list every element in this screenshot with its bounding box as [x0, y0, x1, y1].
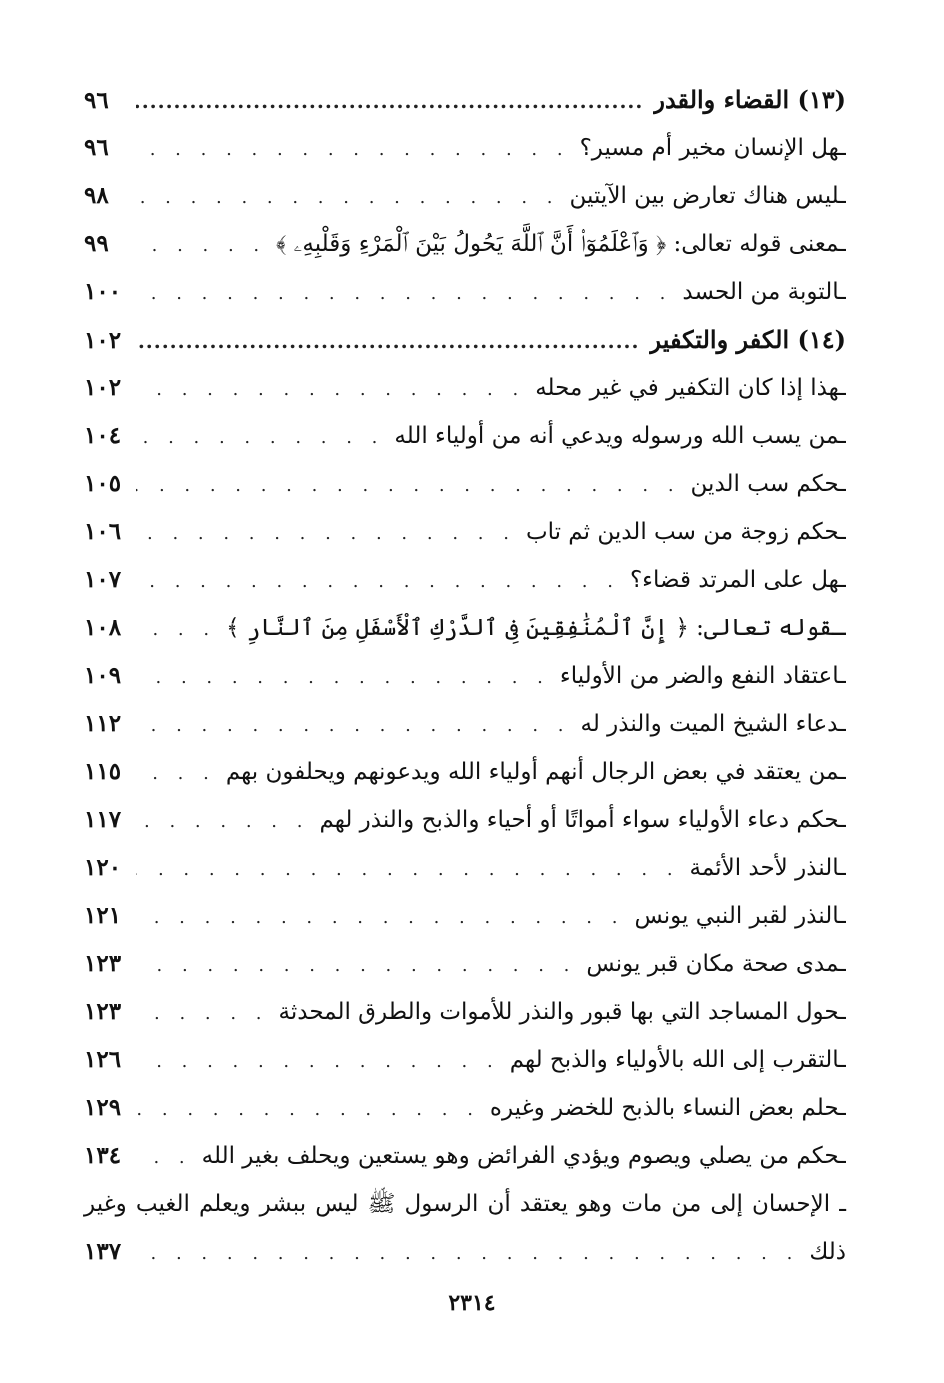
- dot-leader: [136, 654, 550, 702]
- toc-entry-page: ١٠٧: [84, 566, 122, 593]
- toc-entry: [84, 940, 846, 988]
- toc-entry-page: ١٠٥: [84, 470, 122, 497]
- toc-entry: [84, 796, 846, 844]
- toc-entry-title: ـحكم سب الدين: [690, 471, 846, 497]
- dot-leader: [136, 1134, 192, 1182]
- toc-entry-page: ١٢٠: [84, 854, 122, 881]
- toc-entry-wrapped-line2: [84, 1228, 846, 1276]
- dot-leader: [136, 750, 216, 798]
- dot-leader: [136, 894, 624, 942]
- dot-leader: [136, 990, 269, 1038]
- toc-entry: [84, 652, 846, 700]
- toc-entry-title: ـهل على المرتد قضاء؟: [629, 567, 846, 593]
- toc-entry-title: ـاعتقاد النفع والضر من الأولياء: [559, 663, 846, 689]
- toc-entry-wrapped-line1: [84, 1180, 846, 1228]
- dot-leader: [136, 1038, 500, 1086]
- toc-entry-page: ١٠٠: [84, 278, 122, 305]
- toc-entry: [84, 604, 846, 652]
- toc-section-heading: [84, 76, 846, 124]
- toc-entry: [84, 892, 846, 940]
- toc-entry-page: ١٠٢: [84, 327, 122, 354]
- dot-leader: [136, 510, 516, 558]
- toc-entry-title: ـ الإحسان إلى من مات وهو يعتقد أن الرسول ﷺ ليس ببشر ويعلم الغيب وغير: [84, 1191, 846, 1217]
- toc-entry: [84, 364, 846, 412]
- toc-section-heading: [84, 316, 846, 364]
- toc-entry: [84, 1084, 846, 1132]
- toc-entry-title: ـحكم دعاء الأولياء سواء أمواتًا أو أحياء والذبح والنذر لهم: [319, 807, 846, 833]
- toc-entry-title: ـحول المساجد التي بها قبور والنذر للأموات والطرق المحدثة: [278, 999, 846, 1025]
- toc-entry-page: ١٢٦: [84, 1046, 122, 1073]
- dot-leader: [136, 414, 384, 462]
- toc-entry-title: ـمعنى قوله تعالى: ﴿ وَٱعْلَمُوٓا۟ أَنَّ ٱللَّهَ يَحُولُ بَيْنَ ٱلْمَرْءِ وَقَلْبِهِۦ ﴾: [276, 231, 846, 257]
- toc-entry-page: ١٠٦: [84, 518, 122, 545]
- dot-leader: [136, 558, 620, 606]
- toc-entry-title: ـمدى صحة مكان قبر يونس: [586, 951, 846, 977]
- dot-leader: [136, 222, 266, 270]
- toc-entry: [84, 508, 846, 556]
- toc-entry-page: ١١٥: [84, 758, 122, 785]
- page-number-footer: ٢٣١٤: [448, 1290, 496, 1316]
- toc-entry-title: ـهل الإنسان مخير أم مسير؟: [579, 135, 846, 161]
- toc-entry: [84, 988, 846, 1036]
- toc-entry: [84, 172, 846, 220]
- toc-entry-title: (١٣) القضاء والقدر: [653, 85, 846, 114]
- toc-entry-page: ١٠٢: [84, 374, 122, 401]
- dot-leader: [136, 366, 525, 414]
- toc-entry: [84, 1132, 846, 1180]
- toc-entry-page: ١٢٣: [84, 950, 122, 977]
- toc-entry-title: ـحلم بعض النساء بالذبح للخضر وغيره: [489, 1095, 846, 1121]
- toc-entry-page: ١٣٤: [84, 1142, 122, 1169]
- toc-entry-page: ٩٩: [84, 230, 109, 257]
- toc-entry: [84, 220, 846, 268]
- dot-leader: [136, 317, 639, 365]
- toc-entry-page: ١٢١: [84, 902, 122, 929]
- dot-leader: [136, 1086, 480, 1134]
- dot-leader: [136, 270, 672, 318]
- toc-entry: [84, 556, 846, 604]
- toc-entry-page: ١٠٩: [84, 662, 122, 689]
- dot-leader: [136, 942, 576, 990]
- dot-leader: [136, 77, 643, 125]
- dot-leader: [136, 462, 681, 510]
- toc-entry-page: ١٢٣: [84, 998, 122, 1025]
- toc-entry: [84, 1036, 846, 1084]
- toc-entry-page: ٩٦: [84, 87, 109, 114]
- dot-leader: [136, 846, 680, 894]
- dot-leader: [136, 702, 571, 750]
- toc-entry-title: ـحكم زوجة من سب الدين ثم تاب: [525, 519, 846, 545]
- toc-entry-title: (١٤) الكفر والتكفير: [649, 325, 846, 354]
- toc-page: [84, 76, 846, 1276]
- dot-leader: [136, 126, 570, 174]
- toc-entry-page: ١١٢: [84, 710, 122, 737]
- toc-entry-title: ـهذا إذا كان التكفير في غير محله: [535, 375, 846, 401]
- toc-entry: [84, 460, 846, 508]
- toc-entry-page: ١٣٧: [84, 1238, 122, 1265]
- toc-entry-title: ـقوله تعالى: ﴿ إِنَّ ٱلْمُنَٰفِقِينَ فِى ٱلدَّرْكِ ٱلْأَسْفَلِ مِنَ ٱلنَّارِ ﴾: [226, 615, 846, 641]
- dot-leader: [136, 798, 309, 846]
- toc-entry-page: ١٠٨: [84, 614, 122, 641]
- toc-entry-page: ١٢٩: [84, 1094, 122, 1121]
- toc-entry: [84, 268, 846, 316]
- toc-list: [84, 76, 846, 1180]
- toc-entry: [84, 412, 846, 460]
- toc-entry-title: ـالنذر لقبر النبي يونس: [634, 903, 846, 929]
- toc-entry-title: ـمن يعتقد في بعض الرجال أنهم أولياء الله ويدعونهم ويحلفون بهم: [225, 759, 846, 785]
- toc-entry-page: ١١٧: [84, 806, 122, 833]
- dot-leader: [136, 174, 560, 222]
- toc-entry-title: ـدعاء الشيخ الميت والنذر له: [580, 711, 846, 737]
- toc-entry-title: ذلك: [809, 1239, 846, 1265]
- toc-entry-title: ـالنذر لأحد الأئمة: [689, 855, 846, 881]
- toc-entry: [84, 748, 846, 796]
- toc-entry: [84, 844, 846, 892]
- toc-entry: [84, 700, 846, 748]
- dot-leader: [136, 1230, 799, 1278]
- toc-entry-page: ٩٨: [84, 182, 109, 209]
- toc-entry-title: ـحكم من يصلي ويصوم ويؤدي الفرائض وهو يستعين ويحلف بغير الله: [201, 1143, 846, 1169]
- toc-entry-page: ١٠٤: [84, 422, 122, 449]
- toc-entry-title: ـالتوبة من الحسد: [682, 279, 846, 305]
- toc-entry-title: ـليس هناك تعارض بين الآيتين: [569, 183, 846, 209]
- dot-leader: [136, 606, 216, 654]
- toc-entry: [84, 124, 846, 172]
- toc-entry-page: ٩٦: [84, 134, 109, 161]
- toc-entry-title: ـمن يسب الله ورسوله ويدعي أنه من أولياء الله: [394, 423, 846, 449]
- toc-entry-title: ـالتقرب إلى الله بالأولياء والذبح لهم: [509, 1047, 846, 1073]
